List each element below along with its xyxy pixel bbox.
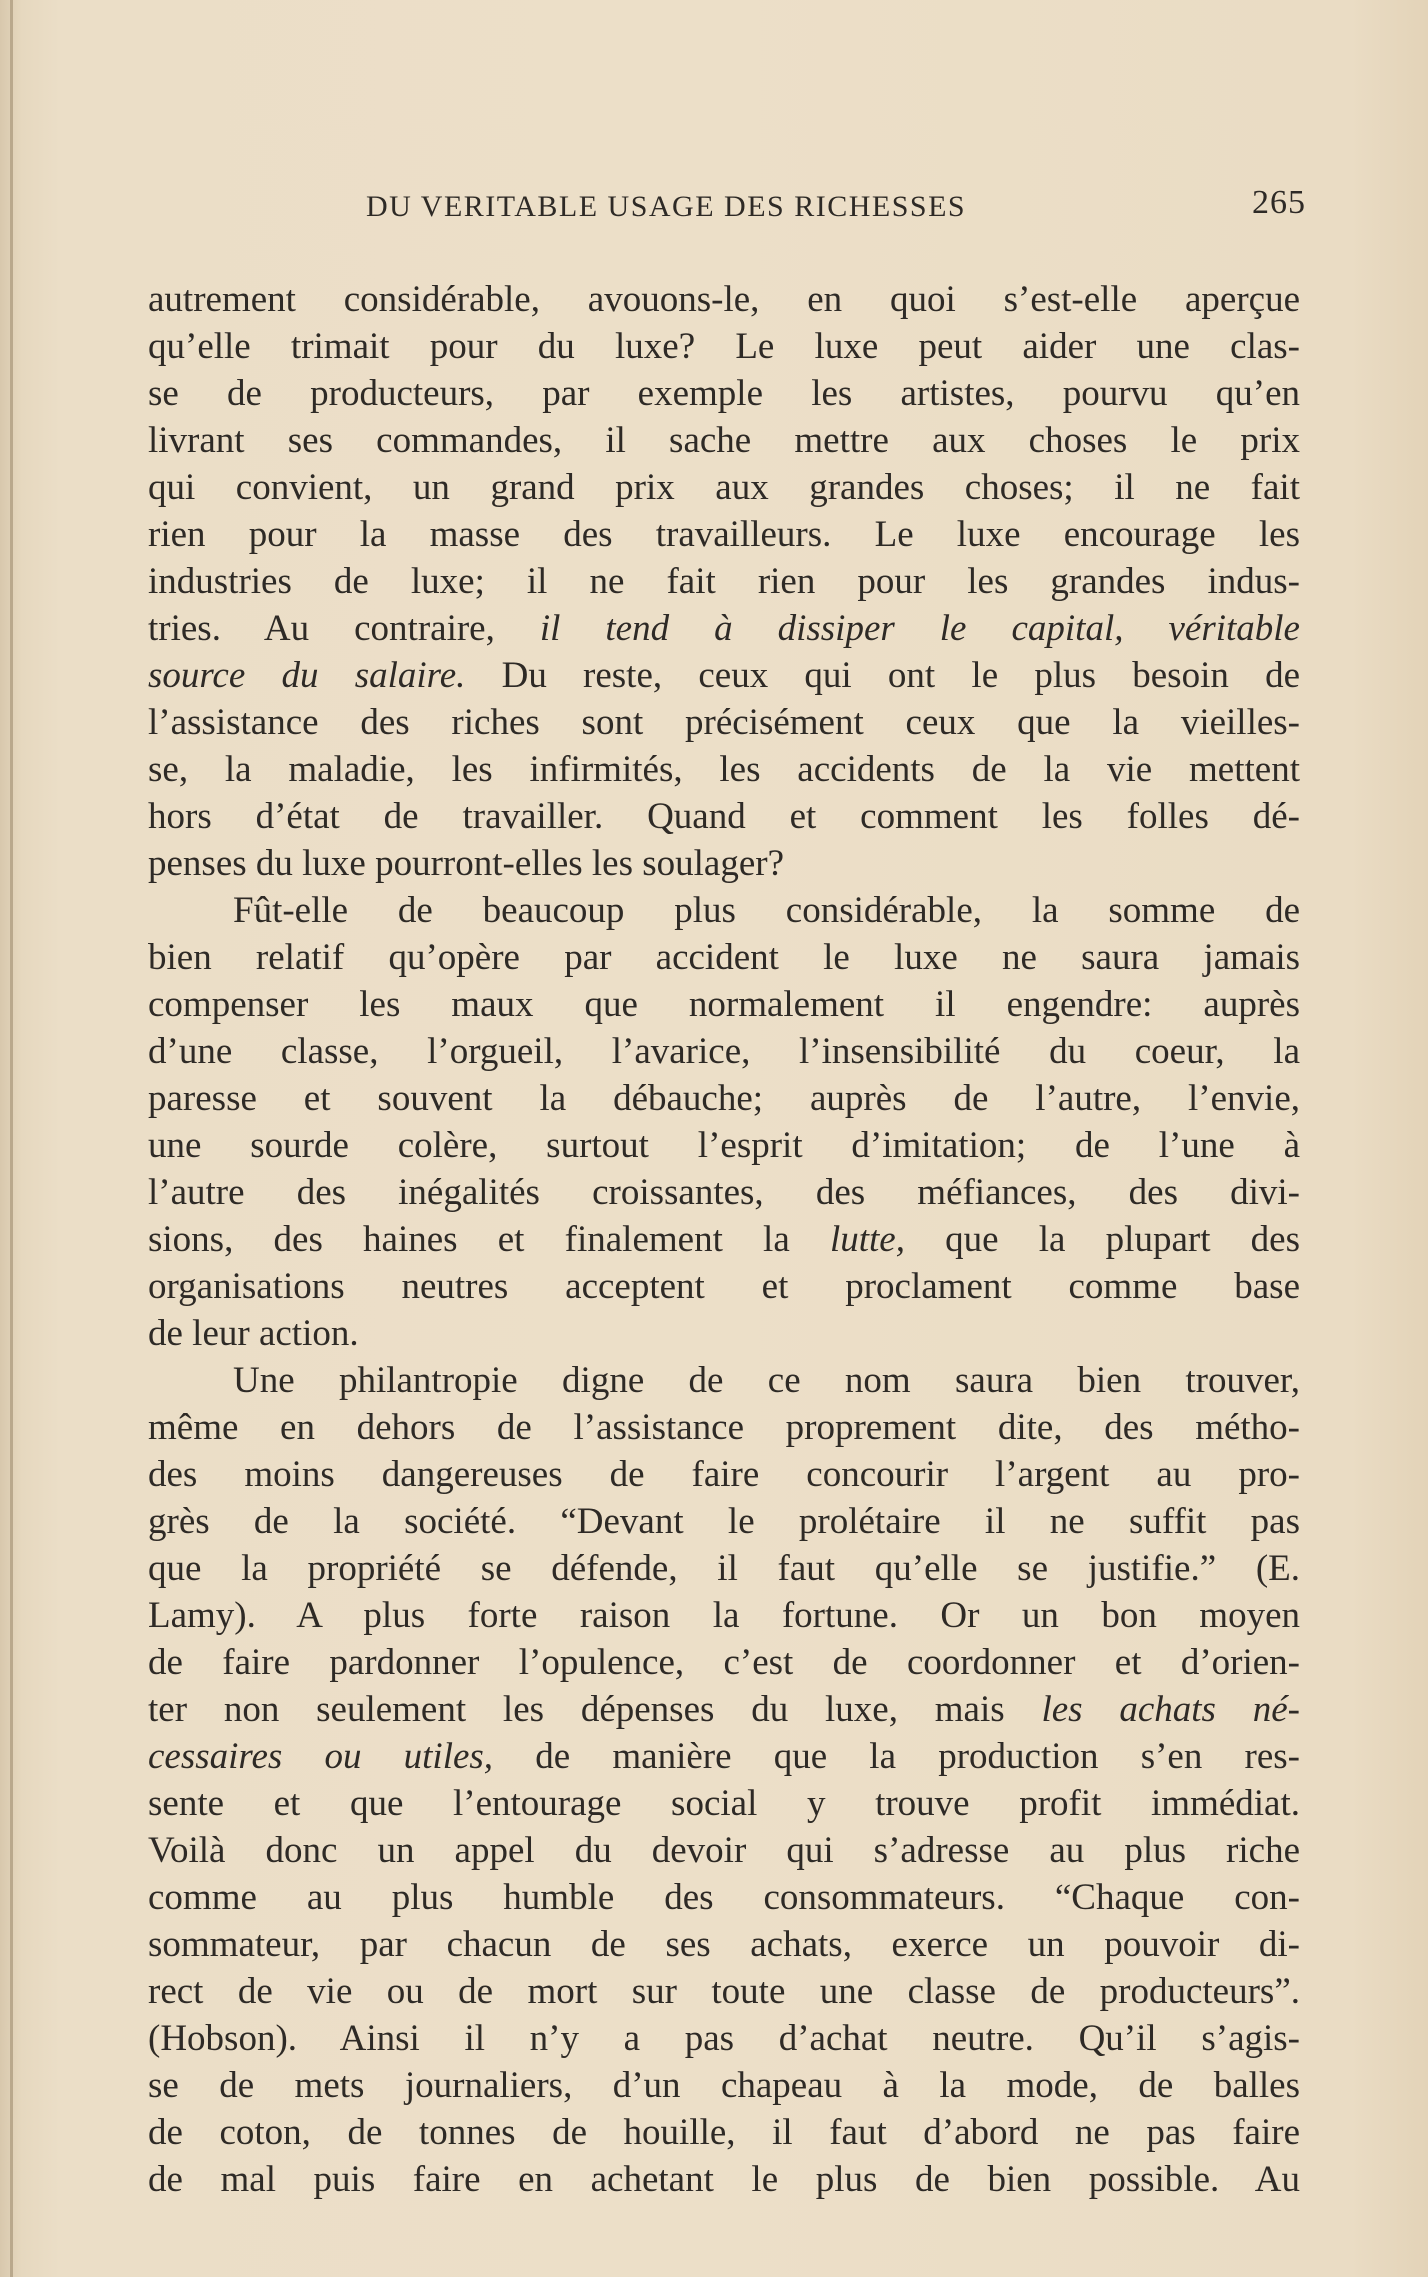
text-line: d’une classe, l’orgueil, l’avarice, l’insensibilité du coeur, la (148, 1031, 1300, 1072)
text-line: même en dehors de l’assistance proprement dite, des métho- (148, 1407, 1300, 1448)
text-line: Fût-elle de beaucoup plus considérable, la somme de (233, 890, 1300, 931)
text-line: Voilà donc un appel du devoir qui s’adresse au plus riche (148, 1830, 1300, 1871)
text-line: grès de la société. “Devant le prolétaire il ne suffit pas (148, 1501, 1300, 1542)
text-line: ter non seulement les dépenses du luxe, mais les achats né- (148, 1689, 1300, 1730)
text-line: de mal puis faire en achetant le plus de bien possible. Au (148, 2159, 1300, 2200)
text-line: cessaires ou utiles, de manière que la production s’en res- (148, 1736, 1300, 1777)
text-line: hors d’état de travailler. Quand et comment les folles dé- (148, 796, 1300, 837)
text-line: sommateur, par chacun de ses achats, exerce un pouvoir di- (148, 1924, 1300, 1965)
running-header (366, 184, 1306, 230)
body-text (148, 276, 1300, 2203)
text-line: (Hobson). Ainsi il n’y a pas d’achat neutre. Qu’il s’agis- (148, 2018, 1300, 2059)
text-line: compenser les maux que normalement il engendre: auprès (148, 984, 1300, 1025)
text-line: source du salaire. Du reste, ceux qui ont le plus besoin de (148, 655, 1300, 696)
text-line: autrement considérable, avouons-le, en quoi s’est-elle aperçue (148, 279, 1300, 320)
text-line: que la propriété se défende, il faut qu’elle se justifie.” (E. (148, 1548, 1300, 1589)
text-line: se, la maladie, les infirmités, les accidents de la vie mettent (148, 749, 1300, 790)
text-line: sions, des haines et finalement la lutte, que la plupart des (148, 1219, 1300, 1260)
text-line: livrant ses commandes, il sache mettre aux choses le prix (148, 420, 1300, 461)
text-line: une sourde colère, surtout l’esprit d’imitation; de l’une à (148, 1125, 1300, 1166)
text-line: comme au plus humble des consommateurs. “Chaque con- (148, 1877, 1300, 1918)
text-line: Une philantropie digne de ce nom saura bien trouver, (233, 1360, 1300, 1401)
text-line: Lamy). A plus forte raison la fortune. Or un bon moyen (148, 1595, 1300, 1636)
running-title: DU VERITABLE USAGE DES RICHESSES (366, 190, 967, 223)
text-line: rect de vie ou de mort sur toute une classe de producteurs”. (148, 1971, 1300, 2012)
text-line: l’assistance des riches sont précisément ceux que la vieilles- (148, 702, 1300, 743)
page-number: 265 (1252, 184, 1306, 221)
text-line: tries. Au contraire, il tend à dissiper le capital, véritable (148, 608, 1300, 649)
text-line: paresse et souvent la débauche; auprès de l’autre, l’envie, (148, 1078, 1300, 1119)
text-line: l’autre des inégalités croissantes, des méfiances, des divi- (148, 1172, 1300, 1213)
binding-edge (10, 0, 13, 2277)
text-line: de coton, de tonnes de houille, il faut d’abord ne pas faire (148, 2112, 1300, 2153)
text-line: des moins dangereuses de faire concourir l’argent au pro- (148, 1454, 1300, 1495)
text-line: de faire pardonner l’opulence, c’est de coordonner et d’orien- (148, 1642, 1300, 1683)
text-line: se de mets journaliers, d’un chapeau à la mode, de balles (148, 2065, 1300, 2106)
text-line: bien relatif qu’opère par accident le luxe ne saura jamais (148, 937, 1300, 978)
text-line: qu’elle trimait pour du luxe? Le luxe peut aider une clas- (148, 326, 1300, 367)
text-line: de leur action. (148, 1313, 359, 1354)
text-line: qui convient, un grand prix aux grandes choses; il ne fait (148, 467, 1300, 508)
text-line: industries de luxe; il ne fait rien pour les grandes indus- (148, 561, 1300, 602)
text-line: sente et que l’entourage social y trouve profit immédiat. (148, 1783, 1300, 1824)
text-line: organisations neutres acceptent et proclament comme base (148, 1266, 1300, 1307)
text-line: rien pour la masse des travailleurs. Le luxe encourage les (148, 514, 1300, 555)
text-line: penses du luxe pourront-elles les soulager? (148, 843, 785, 884)
text-line: se de producteurs, par exemple les artistes, pourvu qu’en (148, 373, 1300, 414)
